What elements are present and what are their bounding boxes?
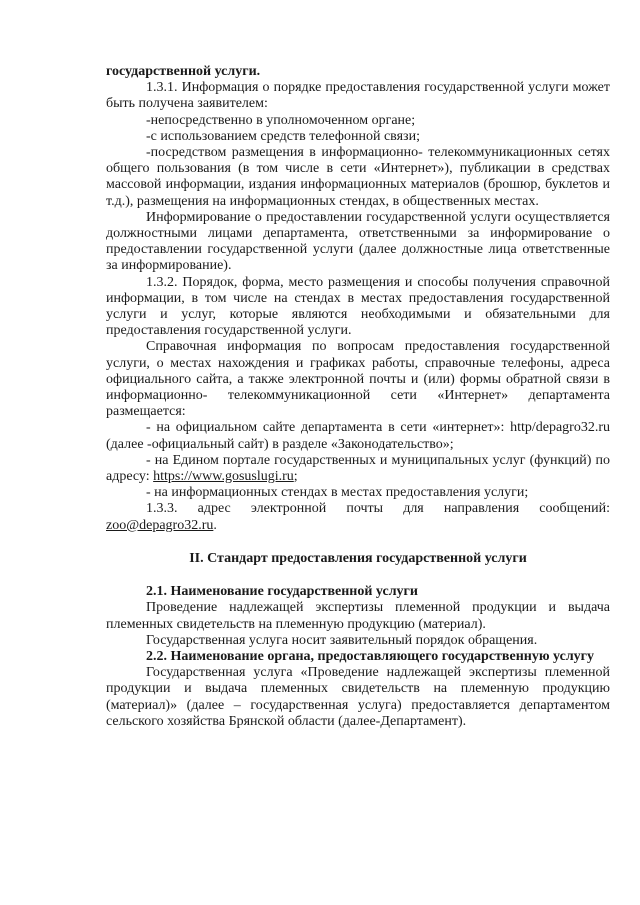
list-item-portal [106, 453, 610, 485]
list-item-networks: -посредством размещения в информационно- телекоммуникационных сетях общего пользования (в том числе в сети «Интернет»), публикации в средствах массовой информации, издания информационных материалов (брошюр, буклетов и т.д.), размещения на информационных стендах, в общественных местах. [106, 145, 610, 209]
heading-2-2: 2.2. Наименование органа, предоставляющего государственную услугу [146, 648, 595, 664]
section-2-title: II. Стандарт предоставления государственной услуги [189, 550, 527, 566]
document-page [106, 64, 610, 730]
paragraph-reference: Справочная информация по вопросам предоставления государственной услуги, о местах нахождения и графиках работы, справочные телефоны, адреса официального сайта, а также электронной почты и (или) формы обратной связи в информационно- телекоммуникационной сети «Интернет» департамента размещается: [106, 339, 610, 420]
list-item-direct: -непосредственно в уполномоченном органе; [146, 112, 416, 128]
list-item-phone: -с использованием средств телефонной связи; [146, 128, 420, 144]
gosuslugi-link[interactable]: https://www.gosuslugi.ru [153, 469, 294, 485]
lead-heading: государственной услуги. [106, 64, 261, 79]
heading-2-1: 2.1. Наименование государственной услуги [146, 584, 418, 600]
email-end: . [213, 517, 217, 533]
portal-text: - на Едином портале государственных и муниципальных услуг (функций) по адресу: [106, 452, 610, 485]
list-item-site: - на официальном сайте департамента в сети «интернет»: http/depagro32.ru (далее -официальный сайт) в разделе «Законодательство»; [106, 420, 610, 452]
paragraph-1-3-1: 1.3.1. Информация о порядке предоставления государственной услуги может быть получена заявителем: [106, 80, 610, 112]
portal-end: ; [293, 469, 298, 485]
email-link[interactable]: zoo@depagro32.ru [106, 517, 214, 533]
paragraph-2-2: Государственная услуга «Проведение надлежащей экспертизы племенной продукции и выдача племенных свидетельств на племенную продукцию (материал)» (далее – государственная услуга) предоставляется департаментом сельского хозяйства Брянской области (далее-Департамент). [106, 665, 610, 729]
paragraph-2-1-b: Государственная услуга носит заявительный порядок обращения. [146, 632, 538, 648]
list-item-stands: - на информационных стендах в местах предоставления услуги; [146, 485, 529, 501]
paragraph-1-3-2: 1.3.2. Порядок, форма, место размещения и способы получения справочной информации, в том числе на стендах в местах предоставления государственной услуги и услуг, которые являются необходимыми и обязательными для предоставления государственной услуги. [106, 274, 610, 339]
email-text: 1.3.3. адрес электронной почты для направления сообщений: [146, 501, 610, 517]
paragraph-1-3-3 [106, 501, 610, 533]
paragraph-informing: Информирование о предоставлении государственной услуги осуществляется должностными лицами департамента, ответственными за информирование о предоставлении государственной услуги (далее должностные лица ответственные за информирование). [106, 209, 610, 274]
paragraph-2-1-a: Проведение надлежащей экспертизы племенной продукции и выдача племенных свидетельств на племенную продукцию (материал). [106, 600, 610, 632]
